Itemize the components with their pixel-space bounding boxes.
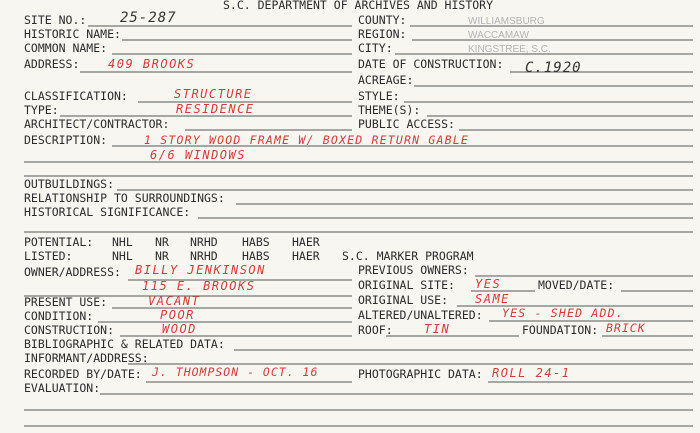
- themes-label: THEME(S):: [358, 103, 421, 117]
- potential-nhl: NHL: [112, 235, 133, 249]
- potential-label: POTENTIAL:: [24, 235, 94, 249]
- county-value: WILLIAMSBURG: [468, 16, 545, 27]
- present-use-label: PRESENT USE:: [24, 295, 108, 309]
- original-site-label: ORIGINAL SITE:: [358, 278, 455, 292]
- common-name-label: COMMON NAME:: [24, 41, 108, 55]
- original-use-value: SAME: [475, 292, 510, 306]
- type-value: RESIDENCE: [176, 102, 255, 116]
- listed-nrhd: NRHD: [190, 249, 218, 263]
- listed-label: LISTED:: [24, 249, 73, 263]
- address-label: ADDRESS:: [24, 57, 80, 71]
- construction-value: WOOD: [162, 322, 197, 336]
- classification-label: CLASSIFICATION:: [24, 89, 128, 103]
- listed-nr: NR: [155, 249, 169, 263]
- date-of-construction-label: DATE OF CONSTRUCTION:: [358, 57, 504, 71]
- outbuildings-label: OUTBUILDINGS:: [24, 177, 115, 191]
- roof-label: ROOF:: [358, 323, 393, 337]
- altered-label: ALTERED/UNALTERED:: [358, 308, 483, 322]
- listed-haer: HAER: [292, 249, 320, 263]
- description-label: DESCRIPTION:: [24, 133, 108, 147]
- architect-label: ARCHITECT/CONTRACTOR:: [24, 117, 170, 131]
- date-of-construction-value: C.1920: [525, 60, 582, 76]
- description-value-line2: 6/6 WINDOWS: [150, 148, 246, 162]
- potential-nr: NR: [155, 235, 169, 249]
- foundation-label: FOUNDATION:: [522, 323, 599, 337]
- recorded-by-label: RECORDED BY/DATE:: [24, 367, 142, 381]
- original-use-label: ORIGINAL USE:: [358, 293, 449, 307]
- potential-haer: HAER: [292, 235, 320, 249]
- style-label: STYLE:: [358, 89, 400, 103]
- condition-label: CONDITION:: [24, 309, 94, 323]
- owner-value-line1: BILLY JENKINSON: [135, 263, 266, 277]
- photographic-data-label: PHOTOGRAPHIC DATA:: [358, 367, 483, 381]
- acreage-label: ACREAGE:: [358, 73, 414, 87]
- description-value-line1: 1 STORY WOOD FRAME W/ BOXED RETURN GABLE: [144, 133, 469, 147]
- moved-date-label: MOVED/DATE:: [538, 278, 615, 292]
- construction-label: CONSTRUCTION:: [24, 323, 115, 337]
- informant-label: INFORMANT/ADDRESS:: [24, 351, 149, 365]
- public-access-label: PUBLIC ACCESS:: [358, 117, 455, 131]
- potential-habs: HABS: [242, 235, 270, 249]
- city-value: KINGSTREE, S.C.: [468, 44, 551, 55]
- bibliographic-label: BIBLIOGRAPHIC & RELATED DATA:: [24, 337, 225, 351]
- site-no-label: SITE NO.:: [24, 13, 87, 27]
- address-value: 409 BROOKS: [108, 57, 196, 71]
- potential-nrhd: NRHD: [190, 235, 218, 249]
- form-title: S.C. DEPARTMENT OF ARCHIVES AND HISTORY: [223, 0, 494, 12]
- region-label: REGION:: [358, 27, 407, 41]
- evaluation-label: EVALUATION:: [24, 381, 101, 395]
- type-label: TYPE:: [24, 103, 59, 117]
- region-value: WACCAMAW: [468, 30, 529, 41]
- roof-value: TIN: [424, 322, 451, 336]
- condition-value: POOR: [160, 308, 195, 322]
- listed-habs: HABS: [242, 249, 270, 263]
- recorded-by-value: J. THOMPSON - OCT. 16: [152, 365, 319, 379]
- altered-value: YES - SHED ADD.: [502, 306, 624, 320]
- historic-name-label: HISTORIC NAME:: [24, 27, 121, 41]
- city-label: CITY:: [358, 41, 393, 55]
- owner-value-line2: 115 E. BROOKS: [142, 279, 256, 293]
- listed-nhl: NHL: [112, 249, 133, 263]
- county-label: COUNTY:: [358, 13, 407, 27]
- historical-significance-label: HISTORICAL SIGNIFICANCE:: [24, 205, 191, 219]
- marker-program-label: S.C. MARKER PROGRAM: [342, 249, 474, 263]
- present-use-value: VACANT: [148, 294, 201, 308]
- site-no-value: 25-287: [120, 10, 177, 26]
- original-site-value: YES: [475, 277, 502, 291]
- relationship-label: RELATIONSHIP TO SURROUNDINGS:: [24, 191, 225, 205]
- foundation-value: BRICK: [606, 321, 646, 335]
- owner-address-label: OWNER/ADDRESS:: [24, 265, 121, 279]
- classification-value: STRUCTURE: [174, 87, 253, 101]
- photographic-data-value: ROLL 24-1: [492, 366, 571, 380]
- previous-owners-label: PREVIOUS OWNERS:: [358, 263, 469, 277]
